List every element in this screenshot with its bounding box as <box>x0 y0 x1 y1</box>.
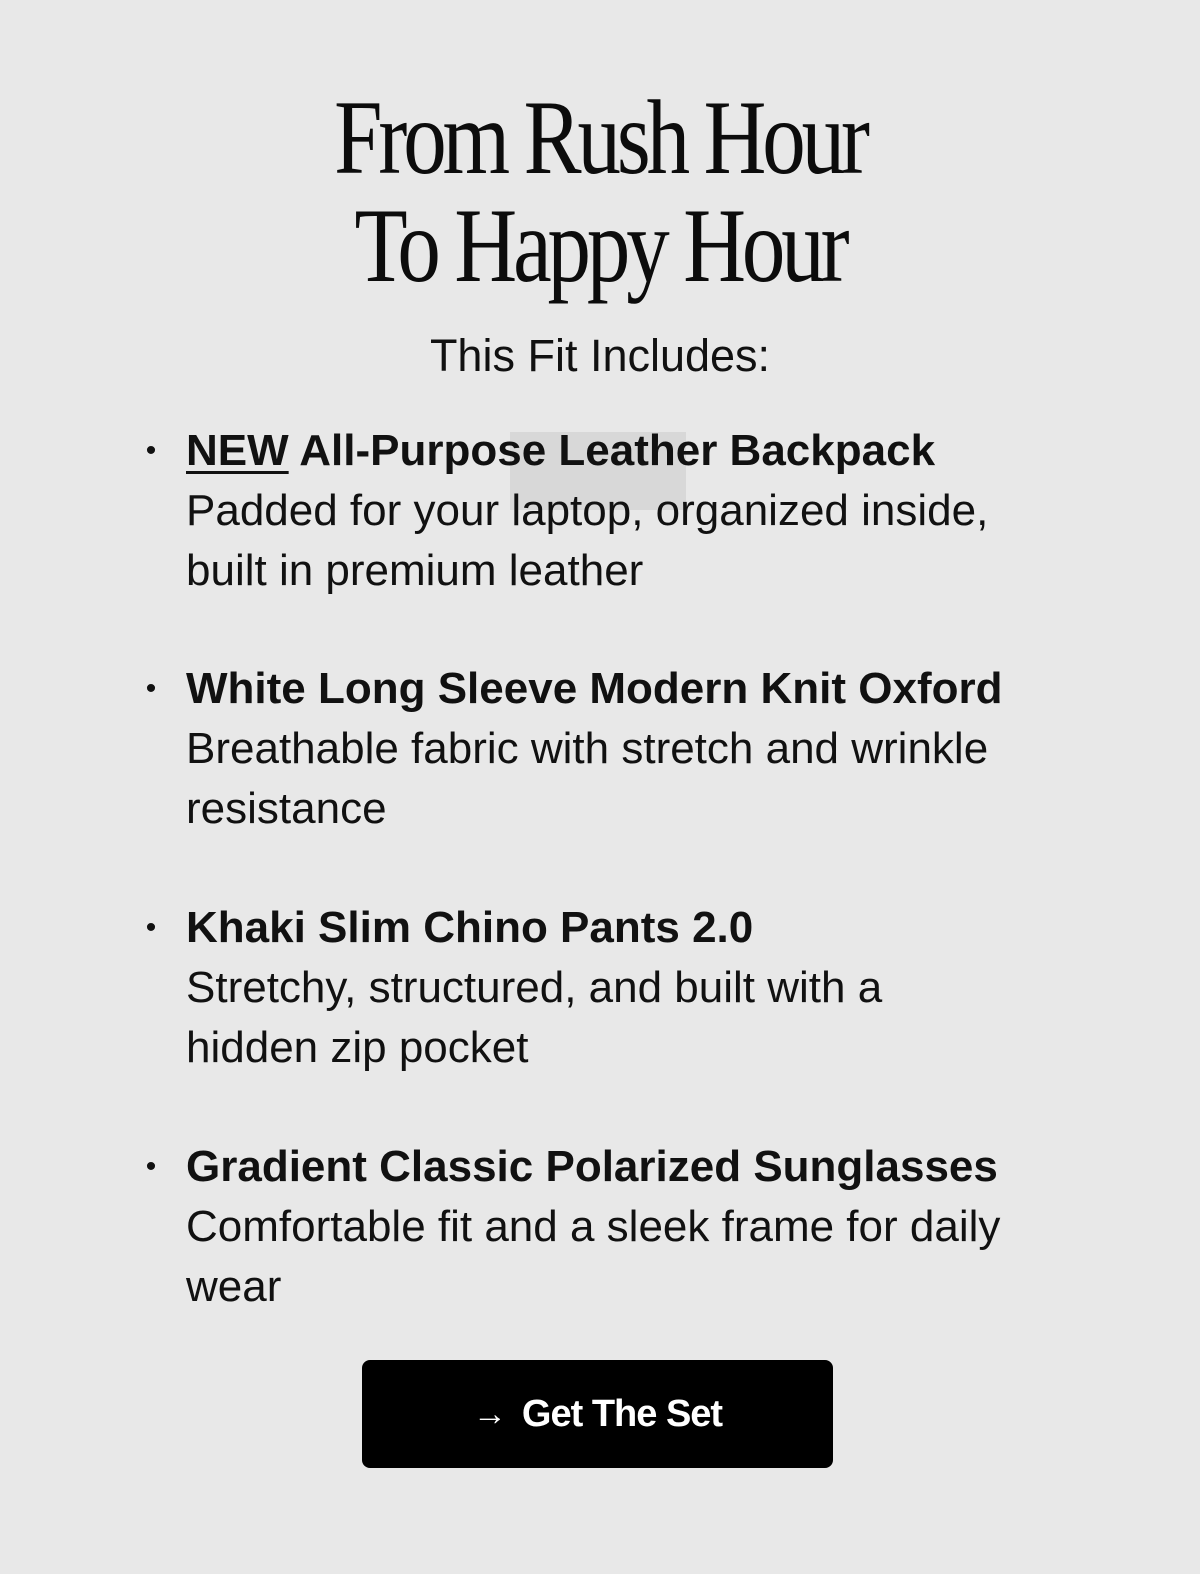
headline-line-1: From Rush Hour <box>334 79 866 196</box>
item-description: Stretchy, structured, and built with a hidden zip pocket <box>186 963 883 1072</box>
bullet-icon: • <box>145 434 157 467</box>
list-item-oxford[interactable] <box>145 659 1186 839</box>
bullet-icon: • <box>145 1150 157 1183</box>
item-description: Padded for your laptop, organized inside, built in premium leather <box>186 486 989 595</box>
item-description: Breathable fabric with stretch and wrinkle resistance <box>186 724 989 833</box>
bullet-icon: • <box>145 911 157 944</box>
get-the-set-button[interactable] <box>362 1360 833 1468</box>
subheading: This Fit Includes: <box>429 330 771 381</box>
item-title <box>186 421 1186 481</box>
headline-line-2: To Happy Hour <box>354 187 846 304</box>
item-title: Khaki Slim Chino Pants 2.0 <box>186 903 754 952</box>
item-title-text: All-Purpose Leather Backpack <box>299 426 936 475</box>
item-title: White Long Sleeve Modern Knit Oxford <box>186 664 1003 713</box>
new-badge: NEW <box>186 426 289 475</box>
cta-label: Get The Set <box>521 1392 723 1435</box>
bullet-icon: • <box>145 672 157 705</box>
list-item-chino[interactable] <box>145 898 1186 1078</box>
arrow-right-icon: → <box>472 1395 506 1433</box>
list-item-sunglasses[interactable] <box>145 1137 1186 1317</box>
list-item-backpack[interactable] <box>145 421 1186 601</box>
item-title: Gradient Classic Polarized Sunglasses <box>186 1142 998 1191</box>
item-description: Comfortable fit and a sleek frame for daily wear <box>186 1202 1001 1311</box>
headline <box>108 79 1092 304</box>
